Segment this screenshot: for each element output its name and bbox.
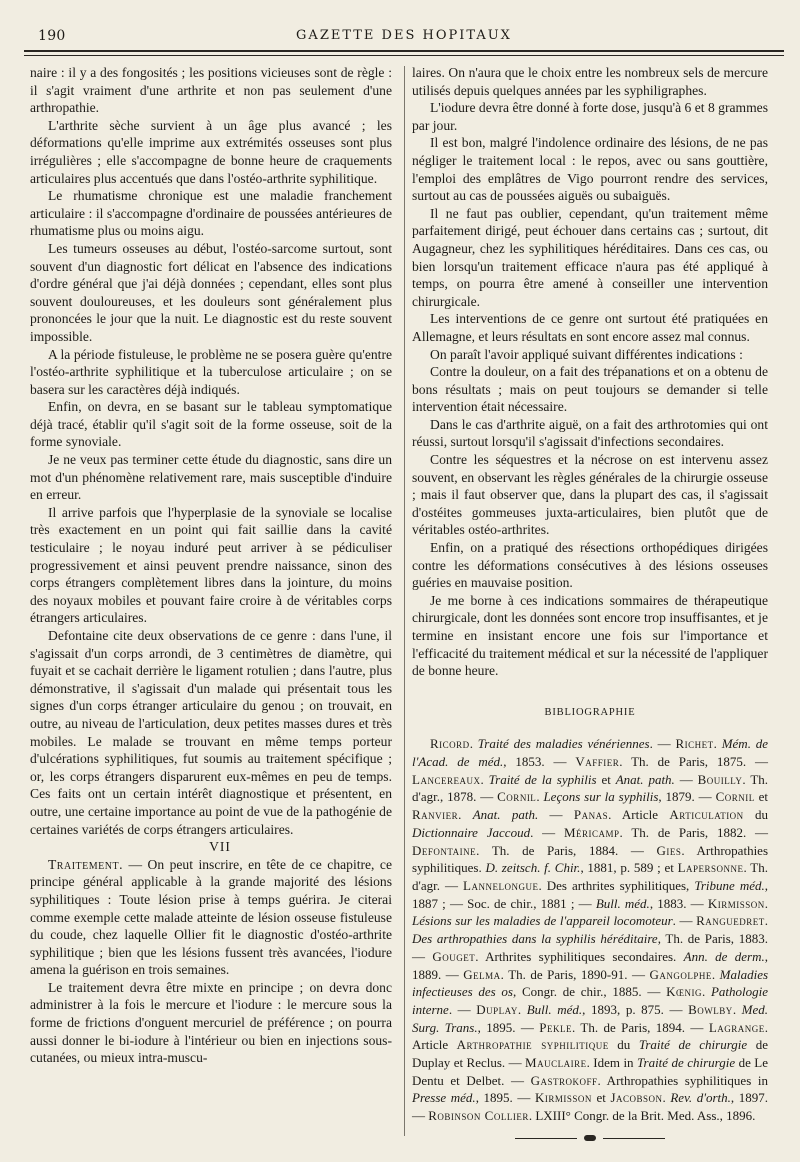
- bib-text: et: [591, 1090, 611, 1106]
- bib-text: . —: [448, 1001, 477, 1017]
- bib-title: Des arthropathies dans la syphilis héréditaire: [412, 931, 658, 947]
- bib-text: .: [476, 842, 492, 858]
- bib-text: Th. d'agr. —: [412, 860, 768, 893]
- bib-text: .: [713, 736, 722, 752]
- bib-author: Articulation: [669, 807, 744, 823]
- bib-author: Cornil: [497, 789, 537, 805]
- bib-text: Th. de Paris, 1884. —: [491, 842, 657, 858]
- bib-author: Arthropathie syphilitique: [456, 1037, 609, 1053]
- bib-author: Kirmisson: [707, 895, 765, 911]
- paragraph: Dans le cas d'arthrite aiguë, on a fait des arthrotomies qui ont réussi, surtout lorsqu'il s'agissait d'infections secondaires.: [412, 416, 768, 450]
- bib-author: Gelma: [463, 966, 501, 982]
- paragraph: Enfin, on a pratiqué des résections orthopédiques dirigées contre les déformations consécutives à des lésions osseuses guéries en mauvaise position.: [412, 540, 768, 591]
- bib-text: , Congr. de chir., 1885. —: [512, 984, 667, 1000]
- paragraph: Il est bon, malgré l'indolence ordinaire des lésions, de ne pas négliger le traitement local : le repos, avec ou sans gouttière, l'emploi des emplâtres de Vigo pourront rendre des services, surtout au cas de poussées aiguës ou subaiguës.: [412, 135, 768, 204]
- bibliography-heading: BIBLIOGRAPHIE: [544, 706, 636, 718]
- section-lead: Traitement.: [48, 856, 123, 872]
- bib-text: . Arthrites syphilitiques secondaires.: [475, 948, 684, 964]
- bib-text: . —: [530, 824, 564, 840]
- bib-text: , 1879. —: [658, 789, 716, 805]
- bib-text: .: [480, 771, 489, 787]
- end-ornament: [515, 1133, 665, 1143]
- bib-title: Bull. méd.: [595, 895, 650, 911]
- paragraph: Enfin, on devra, en se basant sur le tableau symptomatique déjà tracé, établir qu'il s'agit soit de la forme osseuse, soit de la forme synoviale.: [30, 399, 392, 450]
- paragraph: Le traitement devra être mixte en principe ; on devra donc administrer à la fois le mercure et l'iodure : le mercure sous la forme de frictions d'onguent mercuriel de préférence ; on pourra aussi donner le bi-iodure à l'intérieur ou bien en injections sous-cutanées, ou mieux intra-muscu-: [30, 979, 392, 1066]
- bib-title: Pathologie interne: [412, 984, 768, 1017]
- bib-author: Gastrokoff: [530, 1072, 598, 1088]
- bib-title: Bull. méd.: [526, 1001, 583, 1017]
- bib-author: Kœnig: [666, 984, 702, 1000]
- bib-author: Bowlby: [688, 1001, 733, 1017]
- bib-text: . Article: [412, 1019, 769, 1053]
- bib-title: Traité de chirurgie: [637, 1055, 736, 1071]
- bib-text: . Arthropathies syphilitiques.: [412, 842, 769, 876]
- bib-text: , 1895. —: [477, 1019, 540, 1035]
- bib-title: Lésions sur les maladies de l'appareil locomoteur: [412, 913, 673, 929]
- bib-author: Duplay: [476, 1001, 518, 1017]
- bib-author: Ranguedret: [696, 913, 765, 929]
- bib-author: Cornil: [715, 789, 755, 805]
- bib-author: Richet: [675, 736, 714, 752]
- bib-text: Th. de Paris, 1890-91. —: [508, 966, 650, 982]
- paragraph: Je me borne à ces indications sommaires de thérapeutique chirurgicale, dont les données sont encore trop insuffisantes, et je termine en insistant encore une fois sur l'importance et l'efficacité du traitement médical et sur la nécessité de l'appliquer de bonne heure.: [412, 592, 768, 679]
- paragraph: A la période fistuleuse, le problème ne se posera guère qu'entre l'ostéo-arthrite syphilitique et la tuberculose articulaire ; on se basera sur les caractères déjà indiqués.: [30, 346, 392, 397]
- bib-title: Dictionnaire Jaccoud: [412, 824, 531, 840]
- bib-text: , 1897. —: [412, 1090, 769, 1124]
- paragraph: laires. On n'aura que le choix entre les nombreux sels de mercure utilisés depuis quelques années par les syphiligraphes.: [412, 65, 768, 98]
- bib-text: . Idem in: [586, 1055, 637, 1071]
- bib-text: —: [674, 771, 698, 787]
- bib-text: .: [743, 860, 751, 876]
- header-rule-thin: [24, 55, 784, 56]
- bib-text: .: [458, 807, 473, 823]
- bib-text: .: [742, 771, 751, 787]
- bib-author: Gouget: [432, 948, 476, 964]
- bib-author: Robinson Collier: [428, 1108, 529, 1124]
- bib-title: Traité des maladies vénériennes: [477, 736, 650, 752]
- bib-text: .: [619, 754, 632, 770]
- bibliography-text: [412, 735, 768, 1124]
- bib-author: Vaffier: [575, 754, 620, 770]
- bib-author: Ricord: [430, 736, 470, 752]
- bib-text: Th. de Paris, 1882. —: [631, 824, 769, 840]
- bib-title: Presse méd.: [412, 1090, 476, 1106]
- bib-author: Mauclaire: [525, 1055, 587, 1071]
- bib-text: .: [619, 824, 632, 840]
- bib-text: . Article: [608, 807, 670, 823]
- page-header: [24, 28, 784, 46]
- paragraph: Defontaine cite deux observations de ce genre : dans l'une, il s'agissait d'un corps arrondi, de 3 centimètres de diamètre, qui fuyait et se cachait derrière le ligament rotulien ; dans l'autre, plus démonstrative, il s'agissait d'un malade qui présentait tous les signes d'un corps étranger articulaire du genou ; on trouvait, en outre, au niveau de l'articulation, deux petites masses dures et très mobiles. Le malade se trouvant en même temps porteur d'ulcérations syphilitiques, fut soumis au traitement spécifique ; or, les corps étrangers disparurent eux-mêmes en peu de temps. Ces faits ont un certain intérêt diagnostique et présentent, en outre, une certaine importance au point de vue de la pathogénie de certaines variétés de corps étrangers articulaires.: [30, 628, 392, 837]
- bib-text: .: [732, 1001, 742, 1017]
- paragraph: Les interventions de ce genre ont surtout été pratiquées en Allemagne, et leurs résultats en sont encore assez mal connus.: [412, 311, 768, 344]
- left-column: [30, 64, 392, 1067]
- paragraph: Je ne veux pas terminer cette étude du diagnostic, sans dire un mot d'un phénomène relativement rare, mais susceptible d'induire en erreur.: [30, 452, 392, 503]
- bib-author: Defontaine: [412, 842, 477, 858]
- paragraph: naire : il y a des fongosités ; les positions vicieuses sont de règle : il s'agit vraiment d'une arthrite et non pas seulement d'une arthropathie.: [30, 65, 392, 116]
- bib-text: . —: [672, 913, 697, 929]
- bib-text: .: [572, 1019, 581, 1035]
- paragraph: Il arrive parfois que l'hyperplasie de la synoviale se localise très exactement en un point qui fait saillie dans la cavité testiculaire ; le noyau induré peut arriver à se pédiculiser progressivement et ainsi peuvent prendre naissance, sinon des corps étrangers complètement libres dans la jointure, du moins des noyaux mobiles et pouvant faire croire à de véritables corps étrangers articulaires.: [30, 504, 392, 626]
- bib-text: du: [608, 1037, 639, 1053]
- bib-text: , 1853. —: [503, 754, 576, 770]
- bib-title: Ann. de derm.: [683, 948, 765, 964]
- bib-title: Maladies infectieuses des os: [412, 966, 769, 1000]
- bib-title: Mém. de l'Acad. de méd.: [412, 736, 769, 770]
- bib-text: . —: [649, 736, 676, 752]
- bib-text: .: [711, 966, 720, 982]
- bib-author: Jacobson: [610, 1090, 663, 1106]
- bib-author: Lannelongue: [463, 878, 539, 893]
- bib-author: Ranvier: [412, 807, 459, 823]
- bib-text: .: [517, 1001, 527, 1017]
- bib-title: Leçons sur la syphilis: [543, 789, 659, 805]
- bib-author: Gangolphe: [649, 966, 712, 982]
- bib-text: LXIII° Congr. de la Brit. Med. Ass., 1896.: [535, 1108, 756, 1124]
- paragraph-text: — On peut inscrire, en tête de ce chapitre, ce principe général applicable à la grande majorité des lésions syphilitiques : Toute lésion prise à temps guérira. Je citerai comme exemple cette malade atteinte de lésion osseuse fistuleuse du coude, chez laquelle Ollier fit le diagnostic d'ostéo-arthrite syphilitique ; bien que les lésions fussent très avancées, l'iodure amena la guérison en trois semaines.: [30, 856, 392, 978]
- bib-text: , 1893, p. 875. —: [582, 1001, 689, 1017]
- section-numeral: VII: [209, 839, 231, 855]
- bib-author: Panas: [573, 807, 609, 823]
- right-column: [412, 64, 768, 1143]
- bib-text: de Duplay et Reclus. —: [412, 1037, 769, 1071]
- bib-text: Th. d'agr., 1878. —: [412, 771, 769, 805]
- bib-title: Tribune méd.: [694, 878, 765, 893]
- bib-text: .: [528, 1108, 536, 1124]
- bib-text: et: [596, 771, 616, 787]
- running-title: GAZETTE DES HOPITAUX: [296, 28, 512, 43]
- bib-text: , Th. de Paris, 1883. —: [412, 931, 768, 964]
- paragraph: L'arthrite sèche survient à un âge plus avancé ; les déformations qu'elle imprime aux extrémités osseuses sont plus irrégulières ; elle s'accompagne de bonne heure de craquements articulaires plus accentués que dans l'ostéo-arthrite syphilitique.: [30, 117, 392, 186]
- bib-author: Gies: [656, 842, 682, 858]
- column-divider: [404, 66, 405, 1136]
- bib-title: Anat. path.: [615, 771, 675, 787]
- ornament-line: [515, 1138, 577, 1139]
- bib-author: Lancereaux: [412, 771, 481, 787]
- page-number: 190: [38, 28, 66, 44]
- bib-author: Kirmisson: [534, 1090, 592, 1106]
- paragraph-traitement: [30, 856, 392, 979]
- paragraph: Contre les séquestres et la nécrose on est intervenu assez souvent, en observant les règles générales de la chirurgie osseuse ; mais il faut observer que, dans la plupart des cas, il s'agissait d'ostéites gommeuses juxta-articulaires, bien plutôt que de véritables ostéo-arthrites.: [412, 452, 768, 538]
- bib-author: Bouilly: [697, 771, 743, 787]
- bib-title: D. zeitsch. f. Chir.: [485, 860, 581, 876]
- paragraph: Le rhumatisme chronique est une maladie franchement articulaire : il s'accompagne d'ordinaire de poussées antérieures de rhumatisme plus ou moins aigu.: [30, 188, 392, 239]
- bib-text: Th. de Paris, 1875. —: [631, 754, 769, 770]
- bib-text: .: [469, 736, 478, 752]
- ornament-line: [603, 1138, 665, 1139]
- bib-text: du: [743, 807, 768, 823]
- bib-text: .: [701, 984, 711, 1000]
- bib-text: . Arthropathies syphilitiques in: [597, 1072, 768, 1088]
- bib-author: Lapersonne: [677, 860, 744, 876]
- bib-title: Rev. d'orth.: [670, 1090, 731, 1106]
- bib-text: de Le Dentu et Delbet. —: [412, 1055, 768, 1088]
- paragraph: Il ne faut pas oublier, cependant, qu'un traitement même parfaitement dirigé, peut échouer dans certains cas ; surtout, dit Augagneur, chez les syphilitiques héréditaires. Dans ces cas, ou bien lorsqu'un traitement efficace n'aura pas été appliqué à temps, on pourra être amené à conseiller une intervention chirurgicale.: [412, 205, 768, 309]
- bib-text: , 1887 ; — Soc. de chir., 1881 ; —: [412, 878, 768, 911]
- bib-text: et: [754, 789, 769, 805]
- bib-text: .: [500, 966, 509, 982]
- bib-text: , 1895. —: [475, 1090, 535, 1106]
- bib-text: —: [538, 807, 574, 823]
- bib-text: .: [764, 913, 768, 929]
- bib-text: .: [662, 1090, 671, 1106]
- paragraph: On paraît l'avoir appliqué suivant différentes indications :: [430, 346, 743, 362]
- bib-title: Traité de chirurgie: [638, 1037, 748, 1053]
- paragraph: L'iodure devra être donné à forte dose, jusqu'à 6 et 8 grammes par jour.: [412, 100, 768, 133]
- bib-text: . Des arthrites syphilitiques,: [538, 878, 695, 893]
- bib-title: Med. Surg. Trans.: [412, 1001, 769, 1035]
- bib-title: Traité de la syphilis: [488, 771, 597, 787]
- bib-author: Pekle: [539, 1019, 572, 1035]
- header-rule: [24, 50, 784, 52]
- bib-text: , 1883. —: [649, 895, 708, 911]
- paragraph: Les tumeurs osseuses au début, l'ostéo-sarcome surtout, sont souvent d'un diagnostic fort délicat en l'absence des indications d'ordre général que j'ai déjà données ; cependant, elles sont plus souvent douloureuses, et les douleurs sont généralement plus prononcées le jour que la nuit. Le diagnostic est du reste souvent impossible.: [30, 240, 392, 344]
- bib-author: Méricamp: [563, 824, 620, 840]
- bib-text: , 1889. —: [412, 948, 768, 982]
- bib-text: , 1881, p. 589 ; et: [580, 860, 678, 876]
- bib-text: Th. de Paris, 1894. —: [580, 1019, 709, 1035]
- bib-text: .: [764, 895, 768, 911]
- ornament-dot: [584, 1135, 596, 1141]
- bib-author: Lagrange: [708, 1019, 765, 1035]
- bib-text: .: [536, 789, 544, 805]
- bib-title: Anat. path.: [472, 807, 539, 823]
- paragraph: Contre la douleur, on a fait des trépanations et on a obtenu de bons résultats ; mais on peut toujours se demander si telle intervention était nécessaire.: [412, 364, 768, 415]
